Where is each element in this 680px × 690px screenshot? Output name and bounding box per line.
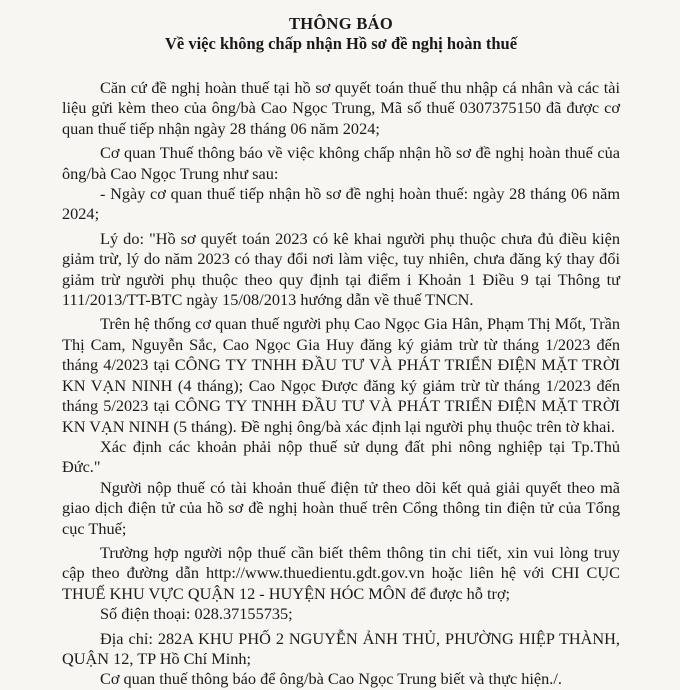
document-title: THÔNG BÁO: [288, 14, 393, 33]
paragraph-dependents: Trên hệ thống cơ quan thuế người phụ Cao Ngọc Gia Hân, Phạm Thị Mốt, Trần Thị Cam, Nguyễn Sắc, Cao Ngọc Gia Huy đăng ký giảm trừ từ tháng 1/2023 đến tháng 4/2023 tại CÔNG TY TNHH ĐẦU TƯ VÀ PHÁT TRIỂN ĐIỆN MẶT TRỜI KN VẠN NINH (4 tháng); Cao Ngọc Được đăng ký giảm trừ từ tháng 1/2023 đến tháng 5/2023 tại CÔNG TY TNHH ĐẦU TƯ VÀ PHÁT TRIỂN ĐIỆN MẶT TRỜI KN VẠN NINH (5 tháng). Đề nghị ông/bà xác định lại người phụ thuộc trên tờ khai.: [62, 314, 620, 436]
paragraph-basis: Căn cứ đề nghị hoàn thuế tại hồ sơ quyết toán thuế thu nhập cá nhân và các tài liệu gửi kèm theo của ông/bà Cao Ngọc Trung, Mã số thuế 0307375150 đã được cơ quan thuế tiếp nhận ngày 28 tháng 06 năm 2024;: [62, 78, 620, 138]
paragraph-notice: Cơ quan Thuế thông báo về việc không chấp nhận hồ sơ đề nghị hoàn thuế của ông/bà Cao Ngọc Trung như sau:: [62, 143, 620, 183]
paragraph-reason: Lý do: "Hồ sơ quyết toán 2023 có kê khai người phụ thuộc chưa đủ điều kiện giảm trừ, lý do năm 2023 có thay đổi nơi làm việc, tuy nhiên, chưa đăng ký thay đổi giảm trừ người phụ thuộc theo quy định tại điểm i Khoản 1 Điều 9 tại Thông tư 111/2013/TT-BTC ngày 15/08/2013 hướng dẫn về thuế TNCN.: [62, 228, 620, 310]
paragraph-phone: Số điện thoại: 028.37155735;: [100, 604, 293, 624]
document-subtitle: Về việc không chấp nhận Hồ sơ đề nghị hoàn thuế: [164, 34, 518, 53]
paragraph-address: Địa chỉ: 282A KHU PHỐ 2 NGUYỄN ẢNH THỦ, PHƯỜNG HIỆP THÀNH, QUẬN 12, TP Hồ Chí Minh;: [62, 628, 620, 668]
paragraph-e-tax-account: Người nộp thuế có tài khoản thuế điện tử theo dõi kết quả giải quyết theo mã giao dịch điện tử của hồ sơ đề nghị hoàn thuế trên Cổng thông tin điện tử của Tổng cục Thuế;: [62, 477, 620, 538]
paragraph-contact: Trường hợp người nộp thuế cần biết thêm thông tin chi tiết, xin vui lòng truy cập theo đường dẫn http://www.thuedientu.gdt.gov.vn hoặc liên hệ với CHI CỤC THUẾ KHU VỰC QUẬN 12 - HUYỆN HÓC MÔN để được hỗ trợ;: [62, 542, 620, 603]
paragraph-closing: Cơ quan thuế thông báo để ông/bà Cao Ngọc Trung biết và thực hiện./.: [100, 669, 562, 689]
paragraph-land-tax: Xác định các khoản phải nộp thuế sử dụng đất phi nông nghiệp tại Tp.Thủ Đức.": [62, 436, 620, 477]
paragraph-receipt-date: - Ngày cơ quan thuế tiếp nhận hồ sơ đề nghị hoàn thuế: ngày 28 tháng 06 năm 2024;: [62, 184, 620, 224]
